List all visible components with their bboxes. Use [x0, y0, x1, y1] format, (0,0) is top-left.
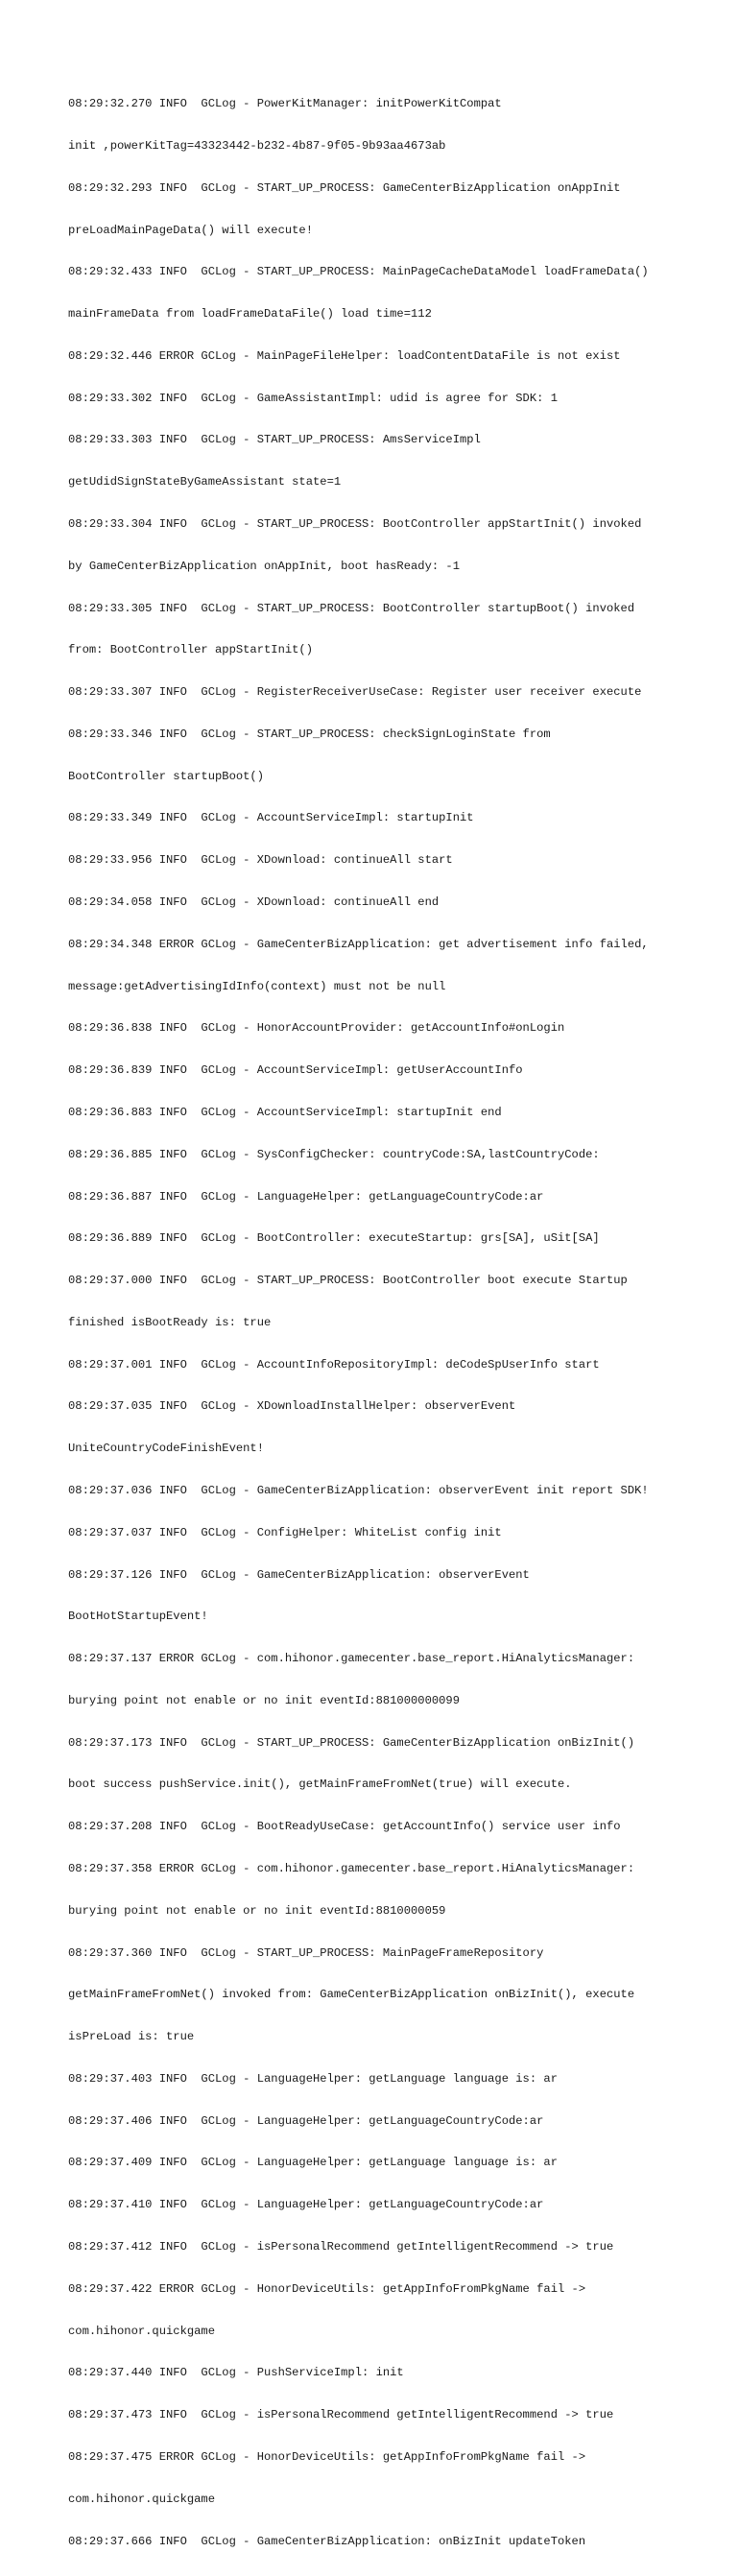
log-line: BootController startupBoot() — [68, 769, 264, 783]
log-line: 08:29:37.475 ERROR GCLog - HonorDeviceUtils: getAppInfoFromPkgName fail -> — [68, 2449, 586, 2464]
log-line: getUdidSignStateByGameAssistant state=1 — [68, 475, 342, 489]
log-line: from: BootController appStartInit() — [68, 643, 313, 657]
log-line: UniteCountryCodeFinishEvent! — [68, 1442, 264, 1456]
log-line: 08:29:37.037 INFO GCLog - ConfigHelper: WhiteList config init — [68, 1525, 502, 1539]
log-line: isPreLoad is: true — [68, 2030, 195, 2044]
log-line: 08:29:37.403 INFO GCLog - LanguageHelper: getLanguage language is: ar — [68, 2071, 558, 2086]
log-line: com.hihonor.quickgame — [68, 2492, 215, 2506]
log-line: 08:29:37.000 INFO GCLog - START_UP_PROCESS: BootController boot execute Startup — [68, 1274, 628, 1288]
log-line: 08:29:37.126 INFO GCLog - GameCenterBizApplication: observerEvent — [68, 1567, 530, 1582]
log-line: 08:29:37.409 INFO GCLog - LanguageHelper: getLanguage language is: ar — [68, 2156, 558, 2170]
log-line: 08:29:34.348 ERROR GCLog - GameCenterBizApplication: get advertisement info failed, — [68, 937, 649, 951]
log-line: getMainFrameFromNet() invoked from: GameCenterBizApplication onBizInit(), execute — [68, 1988, 635, 2002]
log-line: 08:29:36.889 INFO GCLog - BootController: executeStartup: grs[SA], uSit[SA] — [68, 1231, 600, 1246]
log-line: by GameCenterBizApplication onAppInit, boot hasReady: -1 — [68, 559, 460, 573]
log-line: init ,powerKitTag=43323442-b232-4b87-9f05-9b93aa4673ab — [68, 138, 446, 153]
log-line: 08:29:32.446 ERROR GCLog - MainPageFileHelper: loadContentDataFile is not exist — [68, 348, 621, 363]
log-line: 08:29:37.137 ERROR GCLog - com.hihonor.gamecenter.base_report.HiAnalyticsManager: — [68, 1652, 635, 1666]
log-line: message:getAdvertisingIdInfo(context) must not be null — [68, 979, 446, 993]
log-line: 08:29:36.838 INFO GCLog - HonorAccountProvider: getAccountInfo#onLogin — [68, 1021, 565, 1036]
log-line: 08:29:37.208 INFO GCLog - BootReadyUseCase: getAccountInfo() service user info — [68, 1820, 621, 1834]
log-line: 08:29:36.883 INFO GCLog - AccountServiceImpl: startupInit end — [68, 1105, 502, 1119]
log-text-block — [68, 69, 701, 2576]
log-line: 08:29:37.035 INFO GCLog - XDownloadInstallHelper: observerEvent — [68, 1399, 516, 1414]
log-line: boot success pushService.init(), getMainFrameFromNet(true) will execute. — [68, 1777, 572, 1792]
log-line: 08:29:33.303 INFO GCLog - START_UP_PROCESS: AmsServiceImpl — [68, 433, 481, 447]
log-line: 08:29:37.360 INFO GCLog - START_UP_PROCESS: MainPageFrameRepository — [68, 1945, 544, 1960]
log-line: 08:29:37.358 ERROR GCLog - com.hihonor.gamecenter.base_report.HiAnalyticsManager: — [68, 1862, 635, 1875]
log-line: 08:29:37.422 ERROR GCLog - HonorDeviceUtils: getAppInfoFromPkgName fail -> — [68, 2281, 586, 2296]
log-line: 08:29:37.412 INFO GCLog - isPersonalRecommend getIntelligentRecommend -> true — [68, 2240, 614, 2254]
log-line: 08:29:37.473 INFO GCLog - isPersonalRecommend getIntelligentRecommend -> true — [68, 2408, 614, 2422]
log-line: 08:29:33.346 INFO GCLog - START_UP_PROCESS: checkSignLoginState from — [68, 727, 551, 741]
log-line: 08:29:33.307 INFO GCLog - RegisterReceiverUseCase: Register user receiver execute — [68, 685, 642, 700]
log-line: 08:29:34.058 INFO GCLog - XDownload: continueAll end — [68, 895, 440, 910]
log-line: preLoadMainPageData() will execute! — [68, 223, 313, 237]
log-line: 08:29:32.433 INFO GCLog - START_UP_PROCESS: MainPageCacheDataModel loadFrameData() — [68, 265, 649, 279]
log-line: burying point not enable or no init eventId:8810000059 — [68, 1903, 446, 1918]
log-line: mainFrameData from loadFrameDataFile() load time=112 — [68, 307, 432, 322]
log-line: 08:29:37.410 INFO GCLog - LanguageHelper: getLanguageCountryCode:ar — [68, 2198, 544, 2212]
log-line: 08:29:37.406 INFO GCLog - LanguageHelper: getLanguageCountryCode:ar — [68, 2113, 544, 2128]
log-line: 08:29:33.302 INFO GCLog - GameAssistantImpl: udid is agree for SDK: 1 — [68, 391, 558, 405]
log-line: 08:29:37.666 INFO GCLog - GameCenterBizApplication: onBizInit updateToken — [68, 2534, 586, 2548]
log-line: 08:29:36.885 INFO GCLog - SysConfigChecker: countryCode:SA,lastCountryCode: — [68, 1147, 600, 1161]
log-line: 08:29:36.839 INFO GCLog - AccountServiceImpl: getUserAccountInfo — [68, 1063, 523, 1078]
log-line: 08:29:37.440 INFO GCLog - PushServiceImpl: init — [68, 2366, 404, 2380]
log-line: 08:29:33.304 INFO GCLog - START_UP_PROCESS: BootController appStartInit() invoked — [68, 517, 642, 531]
log-line: 08:29:32.270 INFO GCLog - PowerKitManager: initPowerKitCompat — [68, 97, 502, 111]
log-line: 08:29:36.887 INFO GCLog - LanguageHelper: getLanguageCountryCode:ar — [68, 1189, 544, 1204]
log-line: 08:29:37.036 INFO GCLog - GameCenterBizApplication: observerEvent init report SDK! — [68, 1483, 649, 1497]
log-line: 08:29:32.293 INFO GCLog - START_UP_PROCESS: GameCenterBizApplication onAppInit — [68, 180, 621, 195]
log-line: 08:29:33.349 INFO GCLog - AccountServiceImpl: startupInit — [68, 811, 474, 825]
log-line: com.hihonor.quickgame — [68, 2324, 215, 2338]
log-line: BootHotStartupEvent! — [68, 1610, 208, 1624]
log-line: 08:29:37.173 INFO GCLog - START_UP_PROCESS: GameCenterBizApplication onBizInit() — [68, 1735, 635, 1750]
log-line: burying point not enable or no init eventId:881000000099 — [68, 1693, 460, 1707]
log-line: 08:29:37.001 INFO GCLog - AccountInfoRepositoryImpl: deCodeSpUserInfo start — [68, 1357, 600, 1371]
log-line: 08:29:33.956 INFO GCLog - XDownload: continueAll start — [68, 853, 453, 868]
log-line: 08:29:33.305 INFO GCLog - START_UP_PROCESS: BootController startupBoot() invoked — [68, 601, 635, 615]
log-line: finished isBootReady is: true — [68, 1315, 272, 1329]
